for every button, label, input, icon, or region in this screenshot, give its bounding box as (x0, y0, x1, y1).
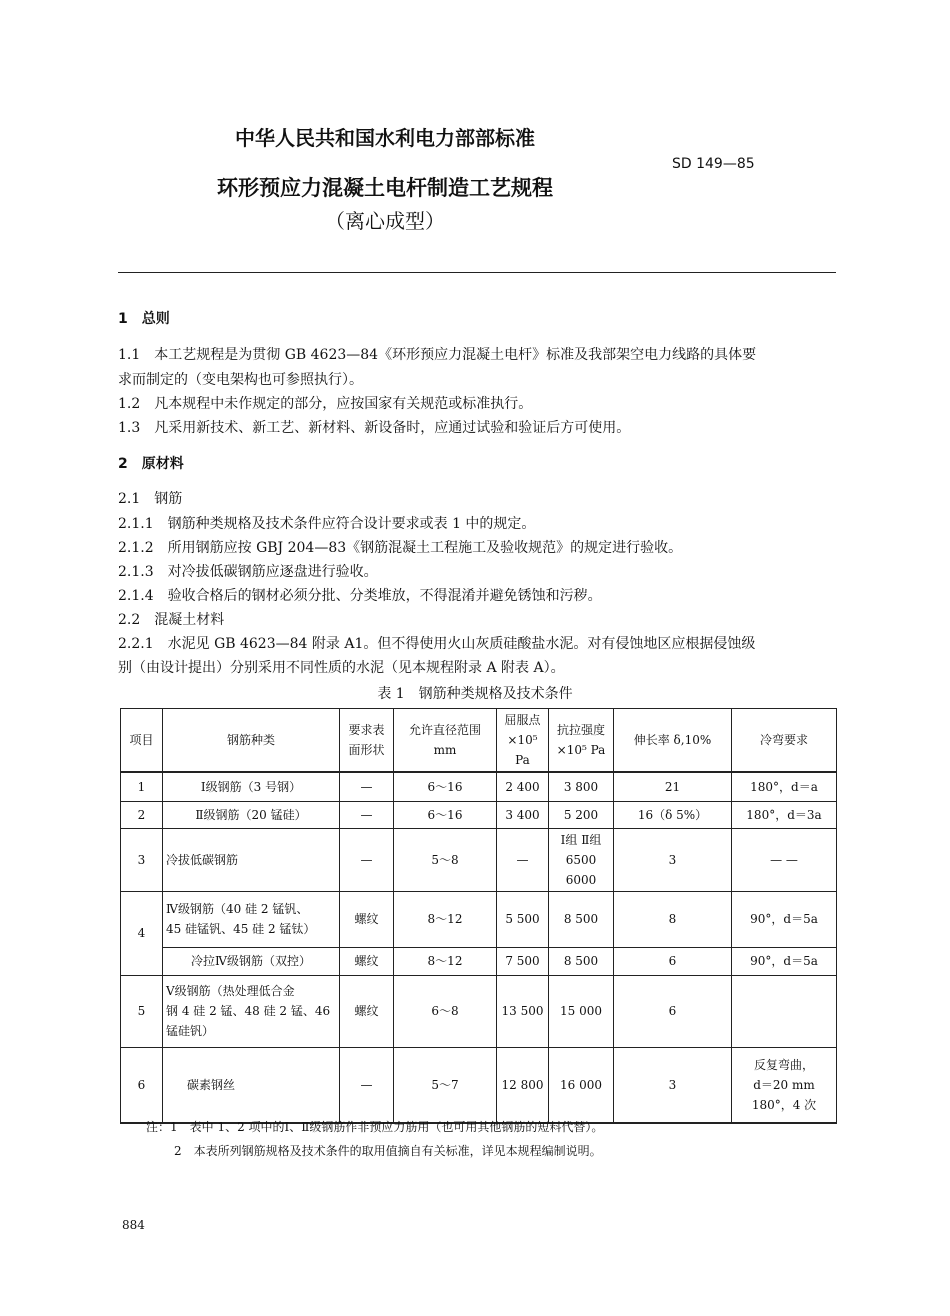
clause-2-1-3: 2.1.3 对冷拔低碳钢筋应逐盘进行验收。 (118, 564, 378, 580)
document-subtitle: （离心成型） (325, 209, 445, 233)
table-note-2: 2 本表所列钢筋规格及技术条件的取用值摘自有关标准，详见本规程编制说明。 (174, 1144, 602, 1158)
table-row: 1 Ⅰ级钢筋（3 号钢） — 6～16 2 400 3 800 21 180°，d＝a (121, 772, 837, 801)
table-note-1: 注：1 表中 1、2 项中的Ⅰ、Ⅱ级钢筋作非预应力筋用（也可用其他钢筋的短料代替）。 (146, 1120, 604, 1134)
table-row: 5 Ⅴ级钢筋（热处理低合金 钢 4 硅 2 锰、48 硅 2 锰、46 锰硅钒） 螺纹 6～8 13 500 15 000 6 (121, 975, 837, 1047)
table-row: 4 Ⅳ级钢筋（40 硅 2 锰钒、 45 硅锰钒、45 硅 2 锰钛） 螺纹 8～12 5 500 8 500 8 90°，d＝5a (121, 891, 837, 947)
table-row: 2 Ⅱ级钢筋（20 锰硅） — 6～16 3 400 5 200 16（δ 5%） 180°，d＝3a (121, 801, 837, 828)
clause-2-1-4: 2.1.4 验收合格后的钢材必须分批、分类堆放，不得混淆并避免锈蚀和污秽。 (118, 588, 602, 604)
document-title: 环形预应力混凝土电杆制造工艺规程 (217, 176, 553, 200)
clause-1-1-line-1: 1.1 本工艺规程是为贯彻 GB 4623—84《环形预应力混凝土电杆》标准及我部架空电力线路的具体要 (118, 347, 757, 363)
clause-1-3: 1.3 凡采用新技术、新工艺、新材料、新设备时，应通过试验和验证后方可使用。 (118, 420, 631, 436)
header-yield: 屈服点 ×10⁵ Pa (497, 709, 549, 773)
standard-number: SD 149—85 (672, 156, 755, 172)
section-1-heading: 1 总则 (118, 311, 170, 327)
table-row: 6 碳素钢丝 — 5～7 12 800 16 000 3 反复弯曲， d＝20 mm 180°，4 次 (121, 1047, 837, 1123)
steel-spec-table (120, 708, 837, 1124)
table-row: 3 冷拔低碳钢筋 — 5～8 — Ⅰ组 Ⅱ组 6500 6000 3 — — (121, 828, 837, 891)
header-cold-bend: 冷弯要求 (732, 709, 837, 773)
table-row: 冷拉Ⅳ级钢筋（双控） 螺纹 8～12 7 500 8 500 6 90°，d＝5a (121, 947, 837, 975)
header-elongation: 伸长率 δ,10% (614, 709, 732, 773)
table-header-row (121, 709, 837, 773)
page-number: 884 (122, 1218, 145, 1232)
title-divider (118, 272, 836, 273)
clause-2-2-1-line-2: 别（由设计提出）分别采用不同性质的水泥（见本规程附录 A 附表 A）。 (118, 660, 565, 676)
table-1-caption: 表 1 钢筋种类规格及技术条件 (377, 686, 573, 702)
clause-2-2-1-line-1: 2.2.1 水泥见 GB 4623—84 附录 A1。但不得使用火山灰质硅酸盐水泥。对有侵蚀地区应根据侵蚀级 (118, 636, 756, 652)
header-item: 项目 (121, 709, 163, 773)
header-tensile: 抗拉强度 ×10⁵ Pa (549, 709, 614, 773)
clause-2-1: 2.1 钢筋 (118, 491, 183, 507)
header-steel-type: 钢筋种类 (163, 709, 340, 773)
clause-2-1-2: 2.1.2 所用钢筋应按 GBJ 204—83《钢筋混凝土工程施工及验收规范》的规定进行验收。 (118, 540, 683, 556)
issuing-agency: 中华人民共和国水利电力部部标准 (235, 126, 535, 150)
clause-1-1-line-2: 求而制定的（变电架构也可参照执行）。 (118, 372, 363, 388)
header-surface: 要求表 面形状 (340, 709, 394, 773)
header-diameter: 允许直径范围 mm (394, 709, 497, 773)
clause-2-2: 2.2 混凝土材料 (118, 612, 225, 628)
clause-2-1-1: 2.1.1 钢筋种类规格及技术条件应符合设计要求或表 1 中的规定。 (118, 516, 536, 532)
section-2-heading: 2 原材料 (118, 456, 184, 472)
clause-1-2: 1.2 凡本规程中未作规定的部分，应按国家有关规范或标准执行。 (118, 396, 533, 412)
